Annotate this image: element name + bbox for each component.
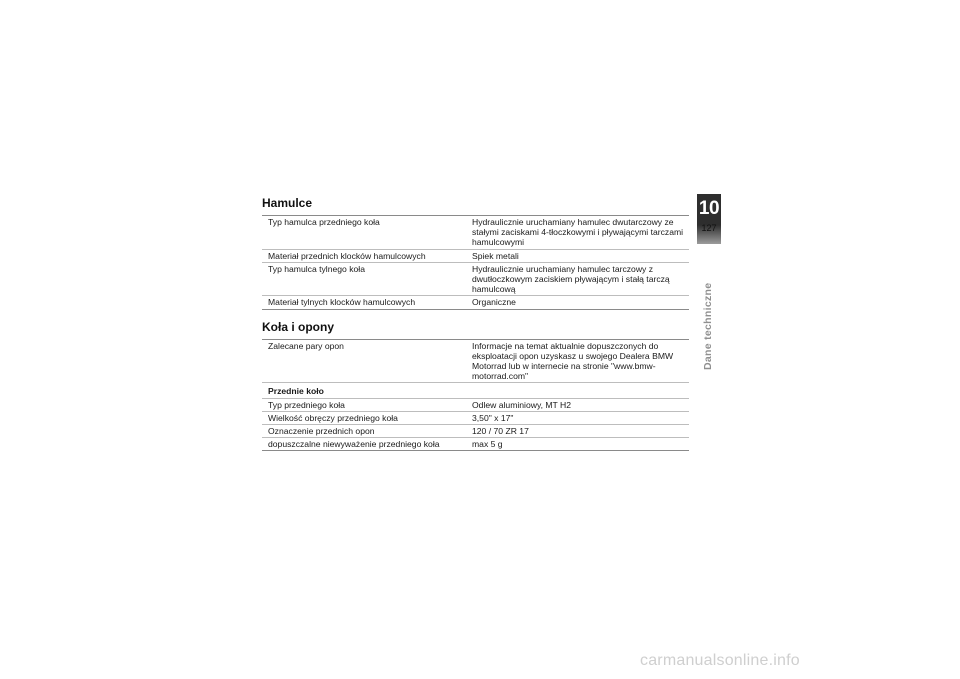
page-content (262, 196, 689, 451)
spec-label: dopuszczalne niewyważenie przedniego koła (268, 439, 440, 450)
table-row (262, 296, 689, 309)
spec-label: Typ hamulca tylnego koła (268, 263, 365, 274)
section-title-hamulce: Hamulce (262, 196, 313, 210)
table-subheader (262, 383, 689, 398)
table-row (262, 216, 689, 250)
chapter-side-title: Dane techniczne (702, 282, 714, 370)
table-row (262, 339, 689, 383)
chapter-number: 10 (698, 198, 720, 219)
spec-label: Typ przedniego koła (268, 399, 345, 410)
spec-label: Wielkość obręczy przedniego koła (268, 412, 398, 423)
watermark: carmanualsonline.info (640, 652, 800, 669)
table-row (262, 411, 689, 424)
table-row (262, 425, 689, 438)
table-row (262, 398, 689, 411)
spec-label: Oznaczenie przednich opon (268, 426, 375, 437)
wheels-spec-table (262, 339, 689, 452)
spec-value: Organiczne (472, 297, 516, 308)
spec-label: Materiał tylnych klocków hamulcowych (268, 297, 416, 308)
spec-value: Hydraulicznie uruchamiany hamulec dwutarczowy ze stałymi zaciskami 4-tłoczkowymi i pływającymi tarczami hamulcowymi (464, 216, 689, 250)
spec-label: Zalecane pary opon (262, 339, 464, 383)
section-title-kola-i-opony: Koła i opony (262, 319, 334, 334)
spec-value: Informacje na temat aktualnie dopuszczonych do eksploatacji opon uzyskasz u swojego Dealera BMW Motorrad lub w internecie na stronie "www.bmw-motorrad.com" (464, 339, 689, 383)
page-number: 127 (701, 223, 717, 233)
subheader-label: Przednie koło (268, 386, 324, 397)
spec-value: max 5 g (472, 439, 503, 450)
spec-label: Materiał przednich klocków hamulcowych (268, 250, 426, 261)
chapter-tab (697, 194, 721, 244)
spec-label: Typ hamulca przedniego koła (262, 216, 464, 250)
table-row (262, 262, 689, 296)
table-row (262, 438, 689, 451)
brakes-spec-table (262, 215, 689, 310)
spec-value: 120 / 70 ZR 17 (472, 426, 529, 437)
spec-value: 3,50" x 17" (472, 412, 514, 423)
table-row (262, 249, 689, 262)
spec-value: Spiek metali (472, 250, 519, 261)
spec-value: Hydraulicznie uruchamiany hamulec tarczowy z dwutłoczkowym zaciskiem pływającym i stałą tarczą hamulcową (472, 263, 670, 295)
spec-value: Odlew aluminiowy, MT H2 (472, 399, 572, 410)
